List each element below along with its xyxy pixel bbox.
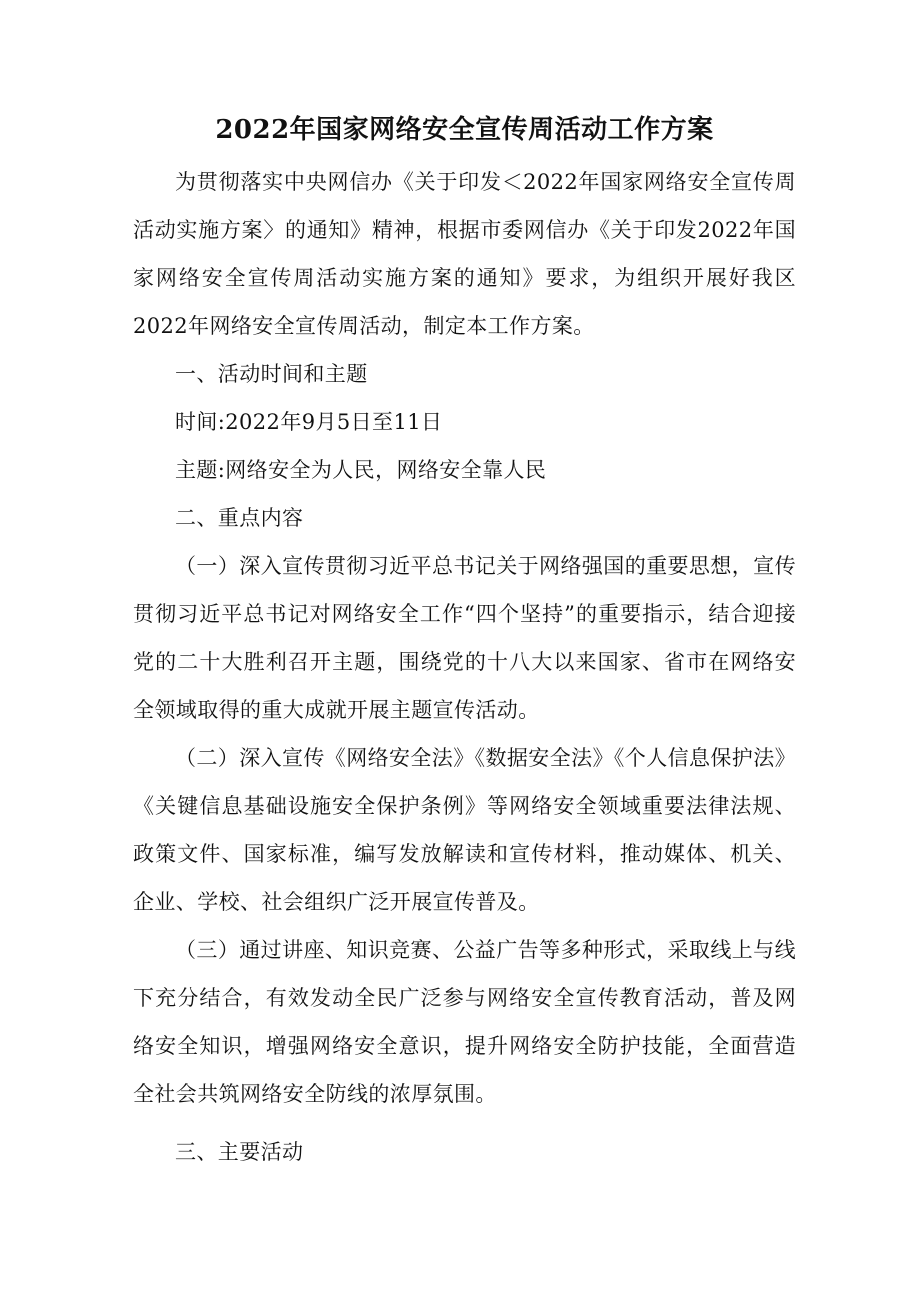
intro-paragraph: 为贯彻落实中央网信办《关于印发＜2022年国家网络安全宣传周活动实施方案〉的通知》精神，根据市委网信办《关于印发2022年国家网络安全宣传周活动实施方案的通知》要求，为组织开展好我区2022年网络安全宣传周活动，制定本工作方案。 <box>133 170 796 338</box>
document-title: 2022年国家网络安全宣传周活动工作方案 <box>215 115 714 145</box>
section-heading-main-activities: 三、主要活动 <box>175 1140 304 1164</box>
section-heading-key-content: 二、重点内容 <box>175 506 304 530</box>
section-spacer <box>133 1118 796 1128</box>
theme-line: 主题:网络安全为人民，网络安全靠人民 <box>175 458 547 482</box>
time-line: 时间:2022年9月5日至11日 <box>175 410 443 434</box>
key-content-item-3: （三）通过讲座、知识竞赛、公益广告等多种形式，采取线上与线下充分结合，有效发动全民广泛参与网络安全宣传教育活动，普及网络安全知识，增强网络安全意识，提升网络安全防护技能，全面营造全社会共筑网络安全防线的浓厚氛围。 <box>133 938 796 1106</box>
key-content-item-2: （二）深入宣传《网络安全法》《数据安全法》《个人信息保护法》《关键信息基础设施安全保护条例》等网络安全领域重要法律法规、政策文件、国家标准，编写发放解读和宣传材料，推动媒体、机关、企业、学校、社会组织广泛开展宣传普及。 <box>133 746 796 914</box>
key-content-item-1: （一）深入宣传贯彻习近平总书记关于网络强国的重要思想，宣传贯彻习近平总书记对网络安全工作“四个坚持”的重要指示，结合迎接党的二十大胜利召开主题，围绕党的十八大以来国家、省市在网络安全领域取得的重大成就开展主题宣传活动。 <box>133 554 796 722</box>
section-heading-time-theme: 一、活动时间和主题 <box>175 362 368 386</box>
